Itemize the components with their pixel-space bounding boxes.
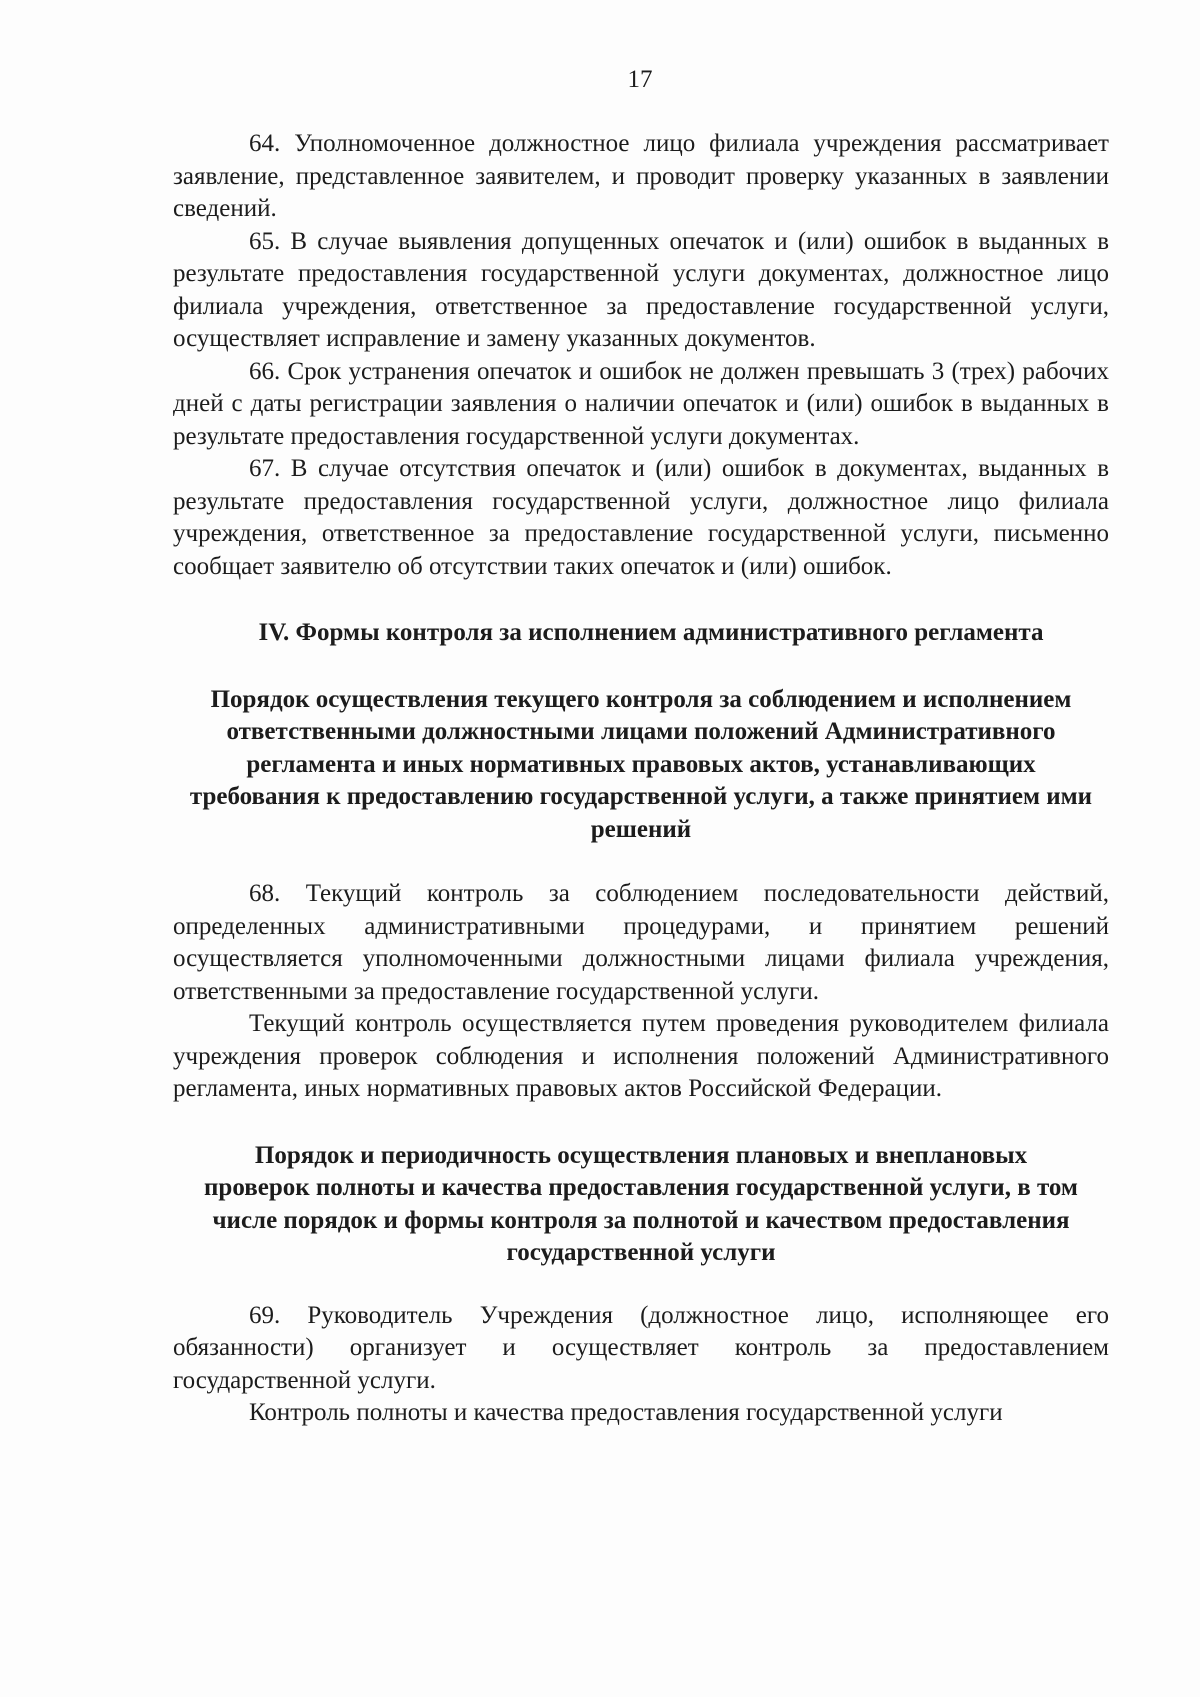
document-body <box>173 128 1109 1430</box>
spacer <box>173 583 1109 617</box>
spacer <box>173 1106 1109 1140</box>
spacer <box>173 1270 1109 1300</box>
paragraph-67: 67. В случае отсутствия опечаток и (или) ошибок в документах, выданных в результате предоставления государственной услуги, должностное лицо филиала учреждения, ответственное за предоставление государственной услуги, письменно сообщает заявителю об отсутствии таких опечаток и (или) ошибок. <box>173 455 1109 580</box>
paragraph-68: 68. Текущий контроль за соблюдением последовательности действий, определенных административными процедурами, и принятием решений осуществляется уполномоченными должностными лицами филиала учреждения, ответственными за предоставление государственной услуги. <box>173 880 1109 1005</box>
paragraph-64: 64. Уполномоченное должностное лицо филиала учреждения рассматривает заявление, представленное заявителем, и проводит проверку указанных в заявлении сведений. <box>173 130 1109 222</box>
page-number: 17 <box>627 66 653 93</box>
paragraph-65: 65. В случае выявления допущенных опечаток и (или) ошибок в выданных в результате предоставления государственной услуги документах, должностное лицо филиала учреждения, ответственное за предоставление государственной услуги, осуществляет исправление и замену указанных документов. <box>173 227 1109 352</box>
paragraph-69: 69. Руководитель Учреждения (должностное лицо, исполняющее его обязанности) организует и осуществляет контроль за предоставлением государственной услуги. <box>173 1301 1109 1394</box>
subheading-inspections: Порядок и периодичность осуществления плановых и внеплановых проверок полноты и качества предоставления государственной услуги, в том числе порядок и формы контроля за полнотой и качеством предоставления государственной услуги <box>204 1141 1078 1266</box>
subheading-current-control: Порядок осуществления текущего контроля за соблюдением и исполнением ответственными должностными лицами положений Административного регламента и иных нормативных правовых актов, устанавливающих требования к предоставлению государственной услуги, а также принятием ими решений <box>189 685 1093 843</box>
spacer <box>173 846 1109 878</box>
section-heading: IV. Формы контроля за исполнением административного регламента <box>258 619 1044 646</box>
paragraph-control-quality: Контроль полноты и качества предоставления государственной услуги <box>249 1399 1003 1426</box>
paragraph-current-control-method: Текущий контроль осуществляется путем проведения руководителем филиала учреждения проверок соблюдения и исполнения положений Административного регламента, иных нормативных правовых актов Российской Федерации. <box>173 1010 1109 1102</box>
spacer <box>173 650 1109 684</box>
paragraph-66: 66. Срок устранения опечаток и ошибок не должен превышать 3 (трех) рабочих дней с даты регистрации заявления о наличии опечаток и (или) ошибок в выданных в результате предоставления государственной услуги документах. <box>173 357 1109 450</box>
